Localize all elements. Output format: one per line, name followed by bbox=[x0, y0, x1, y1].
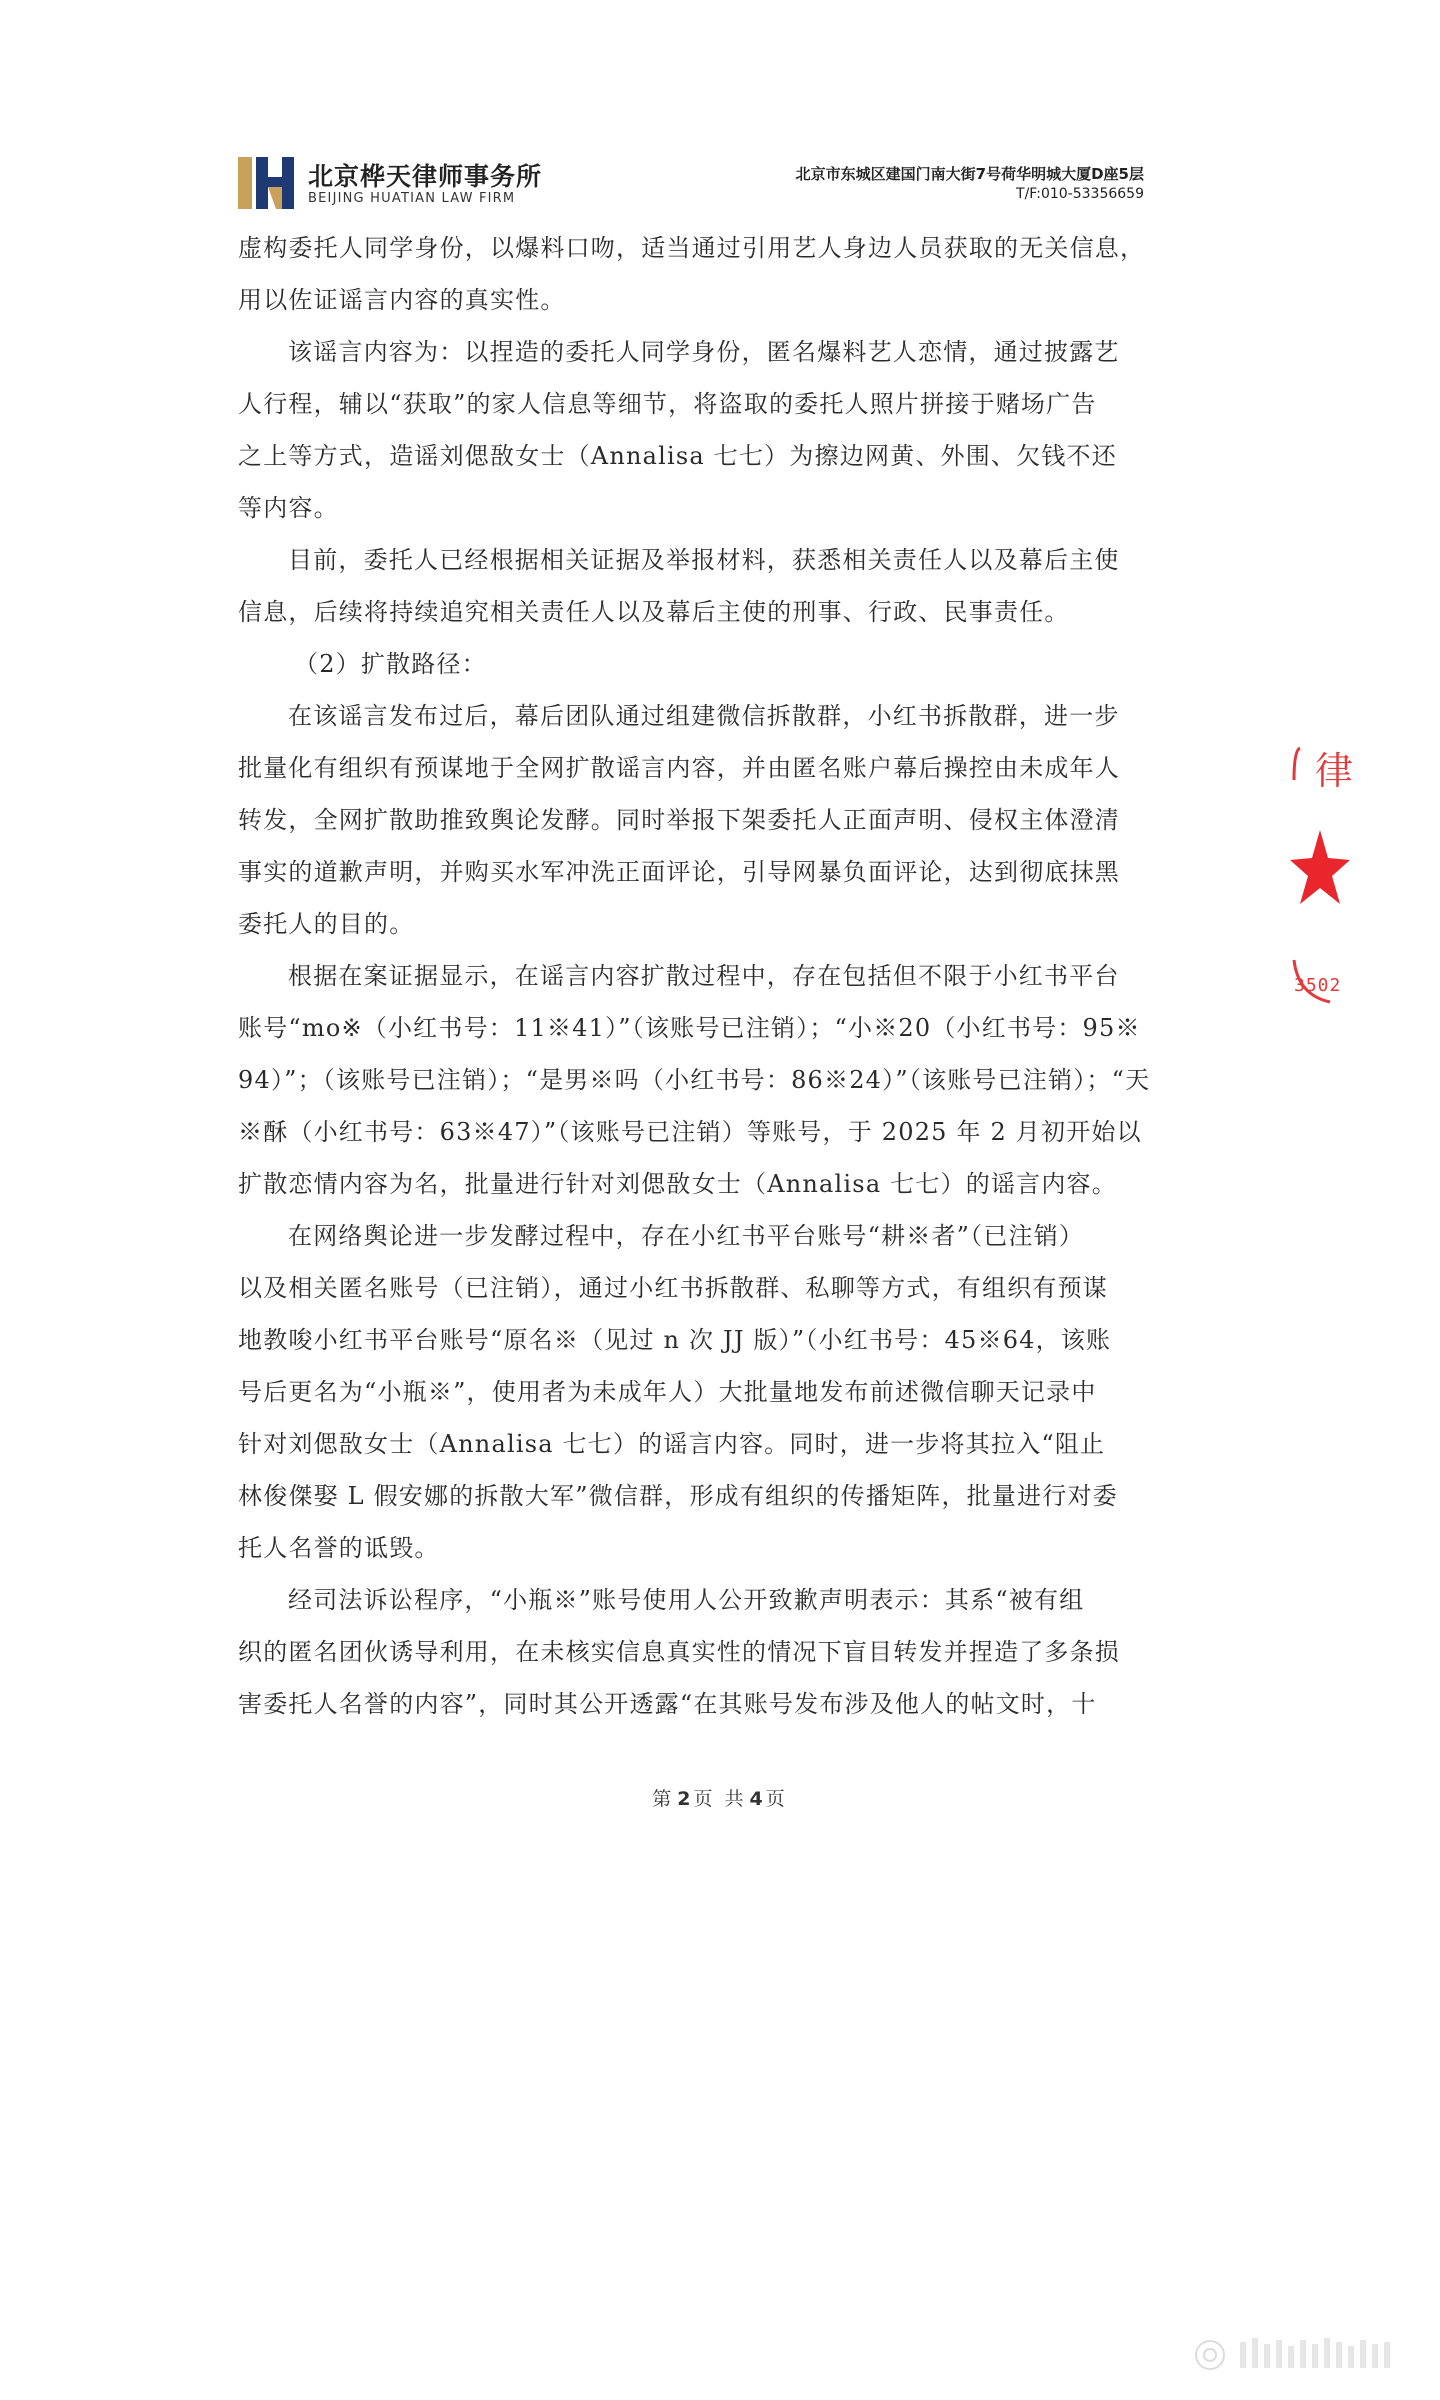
body-line: 之上等方式，造谣刘偲敔女士（Annalisa 七七）为擦边网黄、外围、欠钱不还 bbox=[238, 442, 1117, 470]
total-pages: 4 bbox=[749, 1788, 763, 1810]
firm-phone: T/F:010-53356659 bbox=[1016, 186, 1144, 202]
body-line: 根据在案证据显示，在谣言内容扩散过程中，存在包括但不限于小红书平台 bbox=[288, 962, 1120, 990]
page-middle: 页 共 bbox=[693, 1788, 747, 1810]
body-line: 扩散恋情内容为名，批量进行针对刘偲敔女士（Annalisa 七七）的谣言内容。 bbox=[238, 1170, 1117, 1198]
body-line: 林俊傑娶 L 假安娜的拆散大军”微信群，形成有组织的传播矩阵，批量进行对委 bbox=[238, 1482, 1118, 1510]
body-line: 以及相关匿名账号（已注销），通过小红书拆散群、私聊等方式，有组织有预谋 bbox=[238, 1274, 1108, 1302]
firm-name-cn: 北京桦天律师事务所 bbox=[308, 162, 543, 191]
document-body bbox=[238, 222, 1158, 1730]
law-firm-seal bbox=[1290, 720, 1354, 1020]
star-icon bbox=[1290, 830, 1350, 910]
huatian-logo-icon bbox=[238, 157, 296, 209]
body-line: 目前，委托人已经根据相关证据及举报材料，获悉相关责任人以及幕后主使 bbox=[288, 546, 1120, 574]
body-line: 用以佐证谣言内容的真实性。 bbox=[238, 286, 566, 314]
current-page: 2 bbox=[677, 1788, 691, 1810]
firm-address: 北京市东城区建国门南大街7号荷华明城大厦D座5层 bbox=[795, 165, 1144, 183]
body-line: 等内容。 bbox=[238, 494, 339, 522]
body-line: ※酥（小红书号：63※47）”（该账号已注销）等账号，于 2025 年 2 月初开始以 bbox=[238, 1118, 1142, 1146]
body-line: 托人名誉的诋毁。 bbox=[238, 1534, 440, 1562]
body-line: 织的匿名团伙诱导利用，在未核实信息真实性的情况下盲目转发并捏造了多条损 bbox=[238, 1638, 1120, 1666]
body-line: 在该谣言发布过后，幕后团队通过组建微信拆散群，小红书拆散群，进一步 bbox=[288, 702, 1120, 730]
section-heading: （2）扩散路径： bbox=[294, 650, 487, 678]
body-line: 委托人的目的。 bbox=[238, 910, 415, 938]
body-line: 94）”；（该账号已注销）；“是男※吗（小红书号：86※24）”（该账号已注销）；“天 bbox=[238, 1066, 1151, 1094]
body-line: 该谣言内容为：以捏造的委托人同学身份，匿名爆料艺人恋情，通过披露艺 bbox=[288, 338, 1120, 366]
body-line: 虚构委托人同学身份，以爆料口吻，适当通过引用艺人身边人员获取的无关信息， bbox=[238, 234, 1146, 262]
body-line: 批量化有组织有预谋地于全网扩散谣言内容，并由匿名账户幕后操控由未成年人 bbox=[238, 754, 1120, 782]
body-line: 地教唆小红书平台账号“原名※（见过 n 次 JJ 版）”（小红书号：45※64，该账 bbox=[238, 1326, 1112, 1354]
page-number bbox=[0, 1784, 1440, 1811]
body-line: 在网络舆论进一步发酵过程中，存在小红书平台账号“耕※者”（已注销） bbox=[288, 1222, 1085, 1250]
body-line: 账号“mo※（小红书号：11※41）”（该账号已注销）；“小※20（小红书号：95※ bbox=[238, 1014, 1141, 1042]
seal-digits: 3502 bbox=[1294, 975, 1342, 996]
body-line: 信息，后续将持续追究相关责任人以及幕后主使的刑事、行政、民事责任。 bbox=[238, 598, 1070, 626]
body-line: 号后更名为“小瓶※”，使用者为未成年人）大批量地发布前述微信聊天记录中 bbox=[238, 1378, 1097, 1406]
body-line: 人行程，辅以“获取”的家人信息等细节，将盗取的委托人照片拼接于赌场广告 bbox=[238, 390, 1097, 418]
firm-name-en: BEIJING HUATIAN LAW FIRM bbox=[308, 191, 516, 206]
letterhead bbox=[238, 155, 1144, 211]
weibo-watermark-icon bbox=[1190, 2330, 1430, 2380]
body-line: 事实的道歉声明，并购买水军冲洗正面评论，引导网暴负面评论，达到彻底抹黑 bbox=[238, 858, 1120, 886]
body-line: 害委托人名誉的内容”，同时其公开透露“在其账号发布涉及他人的帖文时，十 bbox=[238, 1690, 1097, 1718]
body-line: 经司法诉讼程序，“小瓶※”账号使用人公开致歉声明表示：其系“被有组 bbox=[288, 1586, 1085, 1614]
page-prefix: 第 bbox=[652, 1788, 675, 1810]
body-line: 转发，全网扩散助推致舆论发酵。同时举报下架委托人正面声明、侵权主体澄清 bbox=[238, 806, 1120, 834]
page-suffix: 页 bbox=[765, 1788, 788, 1810]
body-line: 针对刘偲敔女士（Annalisa 七七）的谣言内容。同时，进一步将其拉入“阻止 bbox=[238, 1430, 1106, 1458]
seal-char: 律 bbox=[1315, 749, 1354, 793]
